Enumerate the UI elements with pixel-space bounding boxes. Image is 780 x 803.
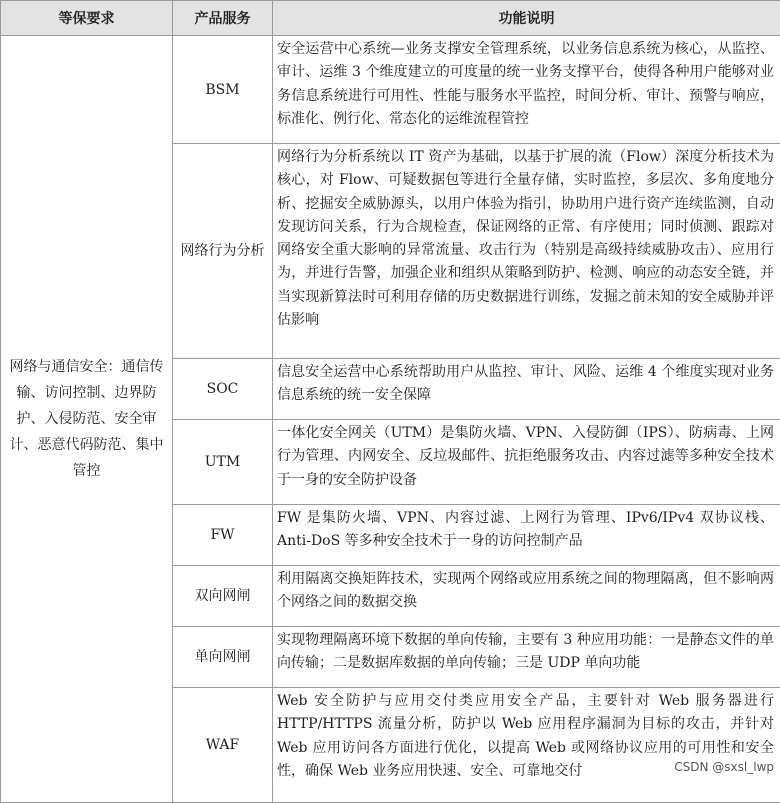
product-cell: FW [173,505,273,566]
product-cell: SOC [173,359,273,420]
product-cell: UTM [173,420,273,505]
requirement-cell: 网络与通信安全：通信传输、访问控制、边界防护、入侵防范、安全审计、恶意代码防范、集中管控 [1,36,173,803]
description-cell: 利用隔离交换矩阵技术，实现两个网络或应用系统之间的物理隔离，但不影响两个网络之间的数据交换 [273,566,780,627]
product-cell: 单向网闸 [173,627,273,688]
product-cell: 网络行为分析 [173,144,273,359]
header-row [1,1,780,36]
product-cell: BSM [173,36,273,144]
description-cell: 一体化安全网关（UTM）是集防火墙、VPN、入侵防御（IPS）、防病毒、上网行为管理、内网安全、反垃圾邮件、抗拒绝服务攻击、内容过滤等多种安全技术于一身的安全防护设备 [273,420,780,505]
header-requirement: 等保要求 [1,1,173,36]
description-cell: Web 安全防护与应用交付类应用安全产品，主要针对 Web 服务器进行 HTTP/HTTPS 流量分析，防护以 Web 应用程序漏洞为目标的攻击，并针对 Web 应用访问各方面进行优化，以提高 Web 或网络协议应用的可用性和安全性，确保 Web 业务应用快速、安全、可靠地交付 [273,688,780,803]
description-cell: 安全运营中心系统—业务支撑安全管理系统，以业务信息系统为核心，从监控、审计、运维 3 个维度建立的可度量的统一业务支撑平台，使得各种用户能够对业务信息系统进行可用性、性能与服务水平监控，时间分析、审计、预警与响应，标准化、例行化、常态化的运维流程管控 [273,36,780,144]
header-product: 产品服务 [173,1,273,36]
watermark: CSDN @sxsl_lwp [674,760,774,774]
table-row [1,36,780,144]
product-cell: WAF [173,688,273,803]
header-function: 功能说明 [273,1,780,36]
description-cell: 网络行为分析系统以 IT 资产为基础，以基于扩展的流（Flow）深度分析技术为核心，对 Flow、可疑数据包等进行全量存储，实时监控，多层次、多角度地分析、挖掘安全威胁源头，以用户体验为指引，协助用户进行资产连续监测，自动发现访问关系，行为合规检查，保证网络的正常、有序使用；同时侦测、跟踪对网络安全重大影响的异常流量、攻击行为（特别是高级持续威胁攻击）、应用行为，并进行告警，加强企业和组织从策略到防护、检测、响应的动态安全链，并当实现新算法时可利用存储的历史数据进行训练，发掘之前未知的安全威胁并评估影响 [273,144,780,359]
description-cell: 信息安全运营中心系统帮助用户从监控、审计、风险、运维 4 个维度实现对业务信息系统的统一安全保障 [273,359,780,420]
product-cell: 双向网闸 [173,566,273,627]
description-cell: FW 是集防火墙、VPN、内容过滤、上网行为管理、IPv6/IPv4 双协议栈、Anti-DoS 等多种安全技术于一身的访问控制产品 [273,505,780,566]
description-cell: 实现物理隔离环境下数据的单向传输，主要有 3 种应用功能：一是静态文件的单向传输；二是数据库数据的单向传输；三是 UDP 单向功能 [273,627,780,688]
